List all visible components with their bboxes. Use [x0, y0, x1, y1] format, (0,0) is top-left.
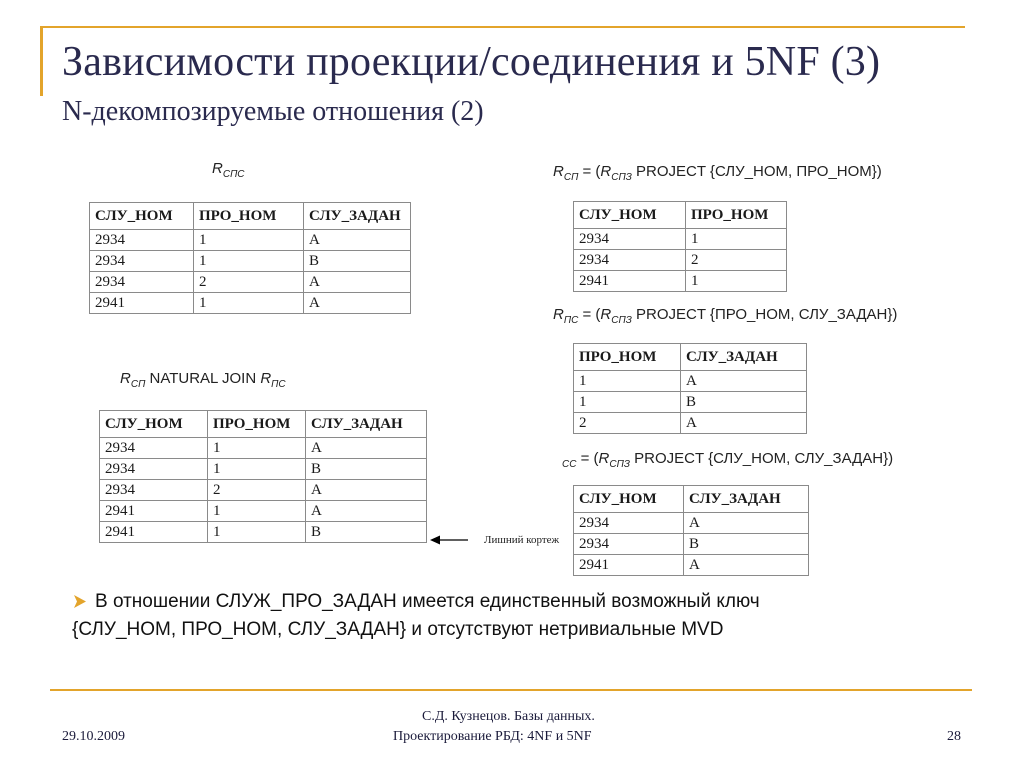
table-header-row: [574, 202, 787, 229]
column-header: ПРО_НОМ: [574, 344, 681, 371]
column-header: СЛУ_ЗАДАН: [306, 411, 427, 438]
table-cell: A: [304, 230, 411, 251]
column-header: СЛУ_ЗАДАН: [304, 203, 411, 230]
table-cell: A: [684, 513, 809, 534]
left-accent-bar: [40, 26, 43, 96]
table-header-row: [100, 411, 427, 438]
table-cell: 1: [194, 251, 304, 272]
table-r-sp: [573, 201, 787, 292]
table-cell: A: [681, 413, 807, 434]
bullet-arrow-icon: [74, 595, 86, 608]
table-row-extra-tuple: [100, 522, 427, 543]
table-cell: 1: [208, 522, 306, 543]
footer-course: Проектирование РБД: 4NF и 5NF: [393, 729, 592, 744]
column-header: СЛУ_НОМ: [90, 203, 194, 230]
table-cell: A: [306, 480, 427, 501]
table-cell: A: [306, 438, 427, 459]
table-cell: 2934: [574, 229, 686, 250]
column-header: СЛУ_НОМ: [574, 486, 684, 513]
table-cell: 2934: [574, 534, 684, 555]
table-row: [574, 229, 787, 250]
table-cell: 2: [194, 272, 304, 293]
table-row: [574, 534, 809, 555]
footer-date: 29.10.2009: [62, 729, 125, 744]
table-row: [574, 555, 809, 576]
table-cell: 2941: [100, 501, 208, 522]
extra-tuple-label: Лишний кортеж: [484, 534, 560, 546]
table-row: [574, 271, 787, 292]
table-cell: 1: [194, 230, 304, 251]
table-cell: B: [304, 251, 411, 272]
table-cell: 2934: [100, 480, 208, 501]
top-accent-rule: [40, 26, 965, 28]
column-header: ПРО_НОМ: [194, 203, 304, 230]
page-number: 28: [947, 729, 961, 744]
table-header-row: [574, 486, 809, 513]
table-row: [100, 438, 427, 459]
table-row: [90, 272, 411, 293]
table-cell: 2941: [574, 555, 684, 576]
table-cell: 1: [574, 392, 681, 413]
table-cell: 2934: [90, 251, 194, 272]
table-row: [574, 513, 809, 534]
table-r-ps: [573, 343, 807, 434]
table-cell: 1: [686, 229, 787, 250]
caption-r-sp: $R_{СП} = (R_{СПЗ}$ PROJECT {СЛУ_НОМ, ПРО_НОМ}): [553, 163, 882, 183]
table-cell: B: [684, 534, 809, 555]
table-cell: A: [304, 272, 411, 293]
column-header: СЛУ_НОМ: [574, 202, 686, 229]
table-cell: 1: [194, 293, 304, 314]
slide-title: Зависимости проекции/соединения и 5NF (3): [62, 39, 881, 85]
caption-r-ps: $R_{ПС} = (R_{СПЗ}$ PROJECT {ПРО_НОМ, СЛУ_ЗАДАН}): [553, 306, 898, 326]
table-cell: 2934: [574, 513, 684, 534]
table-row: [574, 392, 807, 413]
table-cell: A: [681, 371, 807, 392]
table-row: [574, 413, 807, 434]
table-cell: 1: [208, 459, 306, 480]
slide-subtitle: N-декомпозируемые отношения (2): [62, 96, 484, 127]
footer-author: С.Д. Кузнецов. Базы данных.: [422, 709, 595, 724]
table-cell: 2: [574, 413, 681, 434]
left-arrow-icon: [430, 533, 470, 547]
table-cell: 2934: [90, 272, 194, 293]
table-row: [90, 293, 411, 314]
table-cell: 2934: [100, 459, 208, 480]
footer-divider: [50, 689, 972, 691]
table-row: [90, 251, 411, 272]
table-cell: 1: [574, 371, 681, 392]
caption-natural-join: $R_{СП}$ NATURAL JOIN $R_{ПС}$: [120, 370, 286, 390]
table-r-sps: [89, 202, 411, 314]
column-header: СЛУ_НОМ: [100, 411, 208, 438]
column-header: СЛУ_ЗАДАН: [681, 344, 807, 371]
table-natural-join: [99, 410, 427, 543]
table-cell: A: [684, 555, 809, 576]
table-cell: B: [306, 459, 427, 480]
column-header: ПРО_НОМ: [208, 411, 306, 438]
table-row: [100, 501, 427, 522]
table-row: [100, 480, 427, 501]
table-cell: 2941: [574, 271, 686, 292]
table-cell: 1: [686, 271, 787, 292]
table-r-ss: [573, 485, 809, 576]
table-cell: A: [306, 501, 427, 522]
bullet-line-2: {СЛУ_НОМ, ПРО_НОМ, СЛУ_ЗАДАН} и отсутствуют нетривиальные MVD: [72, 619, 724, 640]
table-cell: 1: [208, 501, 306, 522]
table-cell: A: [304, 293, 411, 314]
table-row: [100, 459, 427, 480]
column-header: ПРО_НОМ: [686, 202, 787, 229]
table-cell: 2: [208, 480, 306, 501]
table-row: [574, 250, 787, 271]
table-cell: 2934: [574, 250, 686, 271]
table-row: [90, 230, 411, 251]
table-cell: 2941: [100, 522, 208, 543]
bullet-line-1: В отношении СЛУЖ_ПРО_ЗАДАН имеется единственный возможный ключ: [95, 591, 760, 612]
table-cell: 2: [686, 250, 787, 271]
table-cell: 2934: [100, 438, 208, 459]
table-row: [574, 371, 807, 392]
caption-r-ss: $_{СС} = (R_{СПЗ}$ PROJECT {СЛУ_НОМ, СЛУ_ЗАДАН}): [562, 450, 894, 470]
column-header: СЛУ_ЗАДАН: [684, 486, 809, 513]
table-header-row: [574, 344, 807, 371]
table-cell: 2941: [90, 293, 194, 314]
caption-r-sps: $R_{СПС}$: [212, 160, 245, 180]
table-cell: 2934: [90, 230, 194, 251]
table-cell: B: [681, 392, 807, 413]
table-header-row: [90, 203, 411, 230]
table-cell: 1: [208, 438, 306, 459]
table-cell: B: [306, 522, 427, 543]
